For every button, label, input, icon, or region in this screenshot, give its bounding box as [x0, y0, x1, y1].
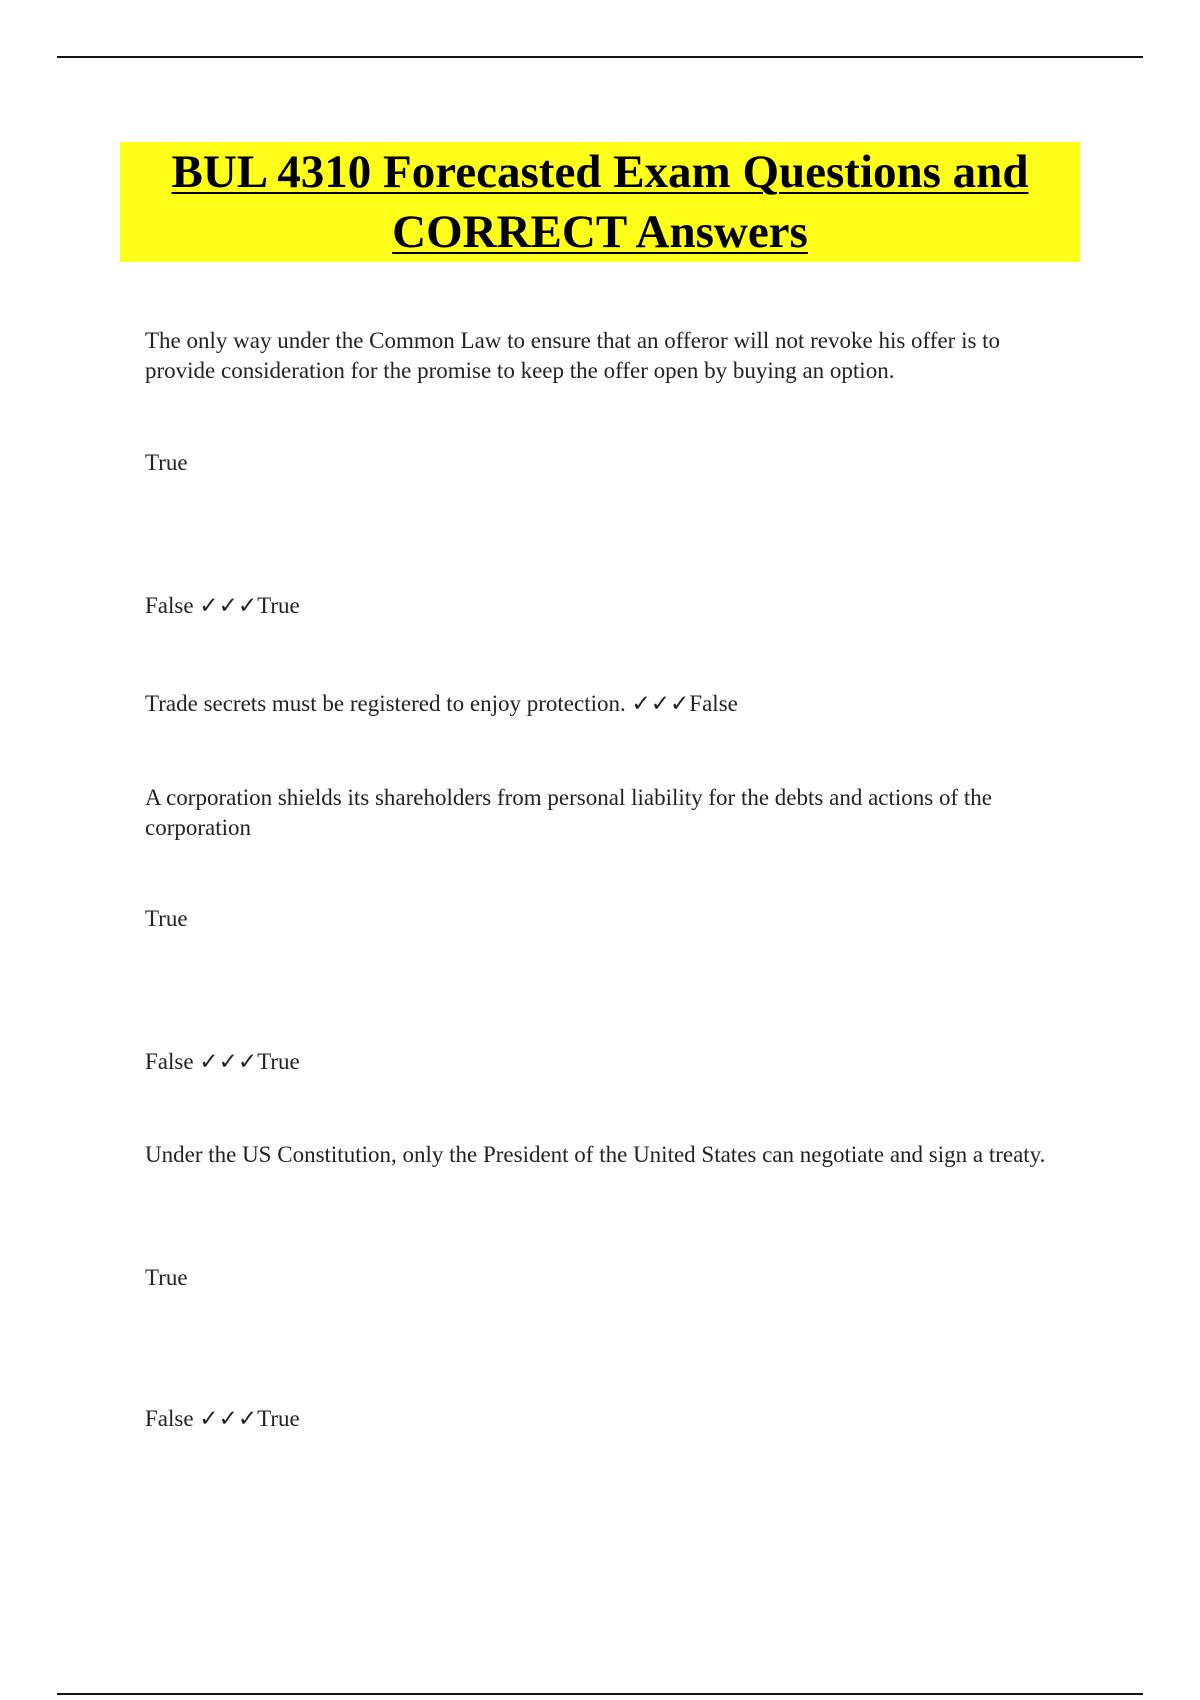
answer-line: False ✓✓✓True — [145, 593, 300, 618]
question-1: The only way under the Common Law to ensure that an offeror will not revoke his offer is to provide consideration for the promise to keep the offer open by buying an option. — [145, 328, 1001, 383]
option-true: True — [145, 450, 188, 475]
answer-line: False ✓✓✓True — [145, 1049, 300, 1074]
question-3: A corporation shields its shareholders from personal liability for the debts and actions of the corporation — [145, 785, 992, 840]
answer-line: False ✓✓✓True — [145, 1406, 300, 1431]
title-line-1: BUL 4310 Forecasted Exam Questions and — [171, 146, 1029, 198]
option-true: True — [145, 906, 188, 931]
option-true: True — [145, 1265, 188, 1290]
question-4: Under the US Constitution, only the President of the United States can negotiate and sign a treaty. — [145, 1142, 1046, 1167]
footer-rule — [57, 1693, 1143, 1695]
title-line-2: CORRECT Answers — [392, 206, 808, 258]
header-rule — [57, 56, 1143, 58]
question-2: Trade secrets must be registered to enjoy protection. ✓✓✓False — [145, 691, 738, 716]
document-title — [120, 142, 1080, 262]
